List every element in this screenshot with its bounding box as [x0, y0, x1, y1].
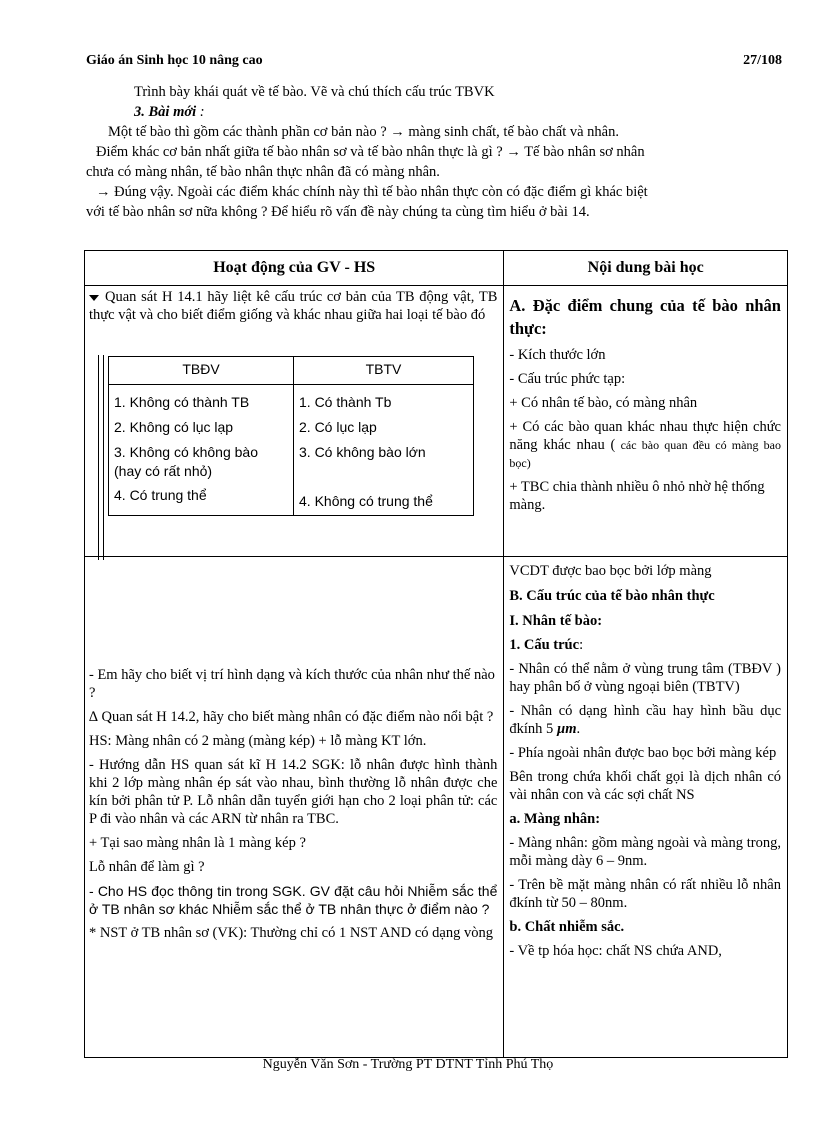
section-b-title: B. Cấu trúc của tế bào nhân thực: [509, 588, 715, 604]
section-heading: [86, 102, 782, 122]
intro-para2a: Điểm khác cơ bản nhất giữa tế bào nhân sơ và tế bào nhân thực là gì ? → Tế bào nhân sơ nhân: [96, 144, 645, 160]
question-8: - Cho HS đọc thông tin trong SGK. GV đặt câu hỏi Nhiễm sắc thể ở TB nhân sơ khác Nhiễm sắc thể ở TB nhân thực ở điểm nào ?: [89, 883, 498, 917]
membrane-title: a. Màng nhân:: [509, 811, 601, 827]
a-item-1: - Kích thước lớn: [509, 347, 606, 363]
b-item-2-end: .: [576, 721, 581, 737]
question-7: Lỗ nhân để làm gì ?: [89, 859, 205, 875]
header-title: Giáo án Sinh học 10 nâng cao: [86, 53, 263, 68]
animal-item-3: 3. Không có không bào (hay có rất nhỏ): [114, 444, 259, 479]
structure-title-colon: :: [579, 637, 584, 653]
plant-item-4: 4. Không có trung thể: [299, 493, 433, 509]
b-item-5: - Màng nhân: gồm màng ngoài và màng trong, mỗi màng dày 6 – 9nm.: [509, 835, 781, 869]
page-number: 27/108: [743, 53, 782, 68]
a-item-4-small: các bào quan đều có màng bao bọc): [509, 438, 781, 470]
a-item-4-text: + Có các bào quan khác nhau thực hiện chức năng khác nhau (: [509, 419, 781, 453]
animal-item-1: 1. Không có thành TB: [114, 394, 250, 410]
section-title: 3. Bài mới: [134, 104, 197, 120]
question-6: + Tại sao màng nhân là 1 màng kép ?: [89, 835, 306, 851]
b-item-7: - Về tp hóa học: chất NS chứa AND,: [509, 943, 722, 959]
a-item-4: [509, 418, 781, 472]
right-b-content: [504, 557, 787, 960]
b-item-2-unit: µm: [556, 721, 577, 737]
intro: [86, 82, 782, 222]
head-left: Hoạt động của GV - HS: [85, 251, 504, 286]
left-bottom-content: [85, 557, 503, 942]
compare-head-animal: TBĐV: [109, 357, 294, 385]
footer: Nguyễn Văn Sơn - Trường PT DTNT Tỉnh Phú Thọ: [262, 1057, 554, 1072]
b-item-2: [509, 702, 781, 738]
plant-item-1: 1. Có thành Tb: [299, 394, 392, 410]
intro-line1: Trình bày khái quát về tế bào. Vẽ và chú thích cấu trúc TBVK: [134, 84, 495, 100]
guide-line-2: [103, 355, 104, 560]
b-item-3: - Phía ngoài nhân được bao bọc bởi màng kép: [509, 745, 777, 761]
section-a-title: A. Đặc điểm chung của tế bào nhân thực:: [509, 296, 781, 338]
b-item-2-text: - Nhân có dạng hình cầu hay hình bầu dục đkính 5: [509, 703, 781, 737]
intro-para1: Một tế bào thì gồm các thành phần cơ bản nào ? → màng sinh chất, tế bào chất và nhân.: [108, 124, 619, 140]
question-3: ∆ Quan sát H 14.2, hãy cho biết màng nhân có đặc điểm nào nổi bật ?: [89, 709, 494, 725]
compare-head-plant: TBTV: [294, 357, 474, 385]
nucleus-title: I. Nhân tế bào:: [509, 613, 603, 629]
b-item-1: - Nhân có thể nằm ở vùng trung tâm (TBĐV ) hay phân bố ở vùng ngoại biên (TBTV): [509, 661, 781, 695]
structure-title-text: 1. Cấu trúc: [509, 637, 580, 653]
compare-table: [108, 356, 474, 516]
section-colon: :: [196, 104, 205, 120]
head-right: Nội dung bài học: [504, 251, 788, 286]
question-5: - Hướng dẫn HS quan sát kĩ H 14.2 SGK: lỗ nhân được hình thành khi 2 lớp màng nhân ép sát vào nhau, bình thường lỗ nhân được che kín bởi phân tử P. Lỗ nhân dẫn tuyển giới hạn cho 2 loại phân tử: các P đi vào nhân và các ARN từ nhân ra TBC.: [89, 757, 498, 827]
question-2: - Em hãy cho biết vị trí hình dạng và kích thước của nhân như thế nào ?: [89, 667, 495, 701]
bullet-triangle-icon: [89, 295, 99, 301]
guide-line-1: [98, 355, 99, 560]
left-cell-bottom: [85, 557, 504, 1058]
a-item-5: + TBC chia thành nhiều ô nhỏ nhờ hệ thống màng.: [509, 479, 765, 513]
right-a-content: [504, 286, 787, 514]
question-1: [85, 286, 503, 324]
a-item-3: + Có nhân tế bào, có màng nhân: [509, 395, 698, 411]
b-item-4: Bên trong chứa khối chất gọi là dịch nhân có vài nhân con và các sợi chất NS: [509, 769, 781, 803]
plant-item-3: 3. Có không bào lớn: [299, 444, 426, 460]
intro-para3b: với tế bào nhân sơ nữa không ? Để hiểu rõ vấn đề này chúng ta cùng tìm hiểu ở bài 14.: [86, 204, 590, 220]
intro-para2b: chưa có màng nhân, tế bào nhân thực nhân đã có màng nhân.: [86, 164, 440, 180]
b-intro: VCDT được bao bọc bởi lớp màng: [509, 563, 712, 579]
b-item-6: - Trên bề mặt màng nhân có rất nhiều lỗ nhân đkính từ 50 – 80nm.: [509, 877, 781, 911]
question-1-text: Quan sát H 14.1 hãy liệt kê cấu trúc cơ bản của TB động vật, TB thực vật và cho biết điểm giống và khác nhau giữa hai loại tế bào đó: [89, 289, 498, 323]
plant-item-2: 2. Có lục lạp: [299, 419, 377, 435]
animal-item-4: 4. Có trung thể: [114, 487, 207, 503]
right-cell-b: [504, 557, 788, 1058]
compare-plant-cell: [294, 385, 474, 516]
question-9: * NST ở TB nhân sơ (VK): Thường chỉ có 1 NST AND có dạng vòng: [89, 925, 493, 941]
question-4: HS: Màng nhân có 2 màng (màng kép) + lỗ màng KT lớn.: [89, 733, 427, 749]
right-cell-a: [504, 286, 788, 557]
a-item-2: - Cấu trúc phức tạp:: [509, 371, 626, 387]
chromatin-title: b. Chất nhiễm sắc.: [509, 919, 625, 935]
intro-para3a: → Đúng vậy. Ngoài các điểm khác chính này thì tế bào nhân thực còn có đặc điểm gì khác biệt: [96, 184, 648, 200]
animal-item-2: 2. Không có lục lạp: [114, 419, 234, 435]
compare-animal-cell: [109, 385, 294, 516]
structure-title: [509, 636, 781, 654]
